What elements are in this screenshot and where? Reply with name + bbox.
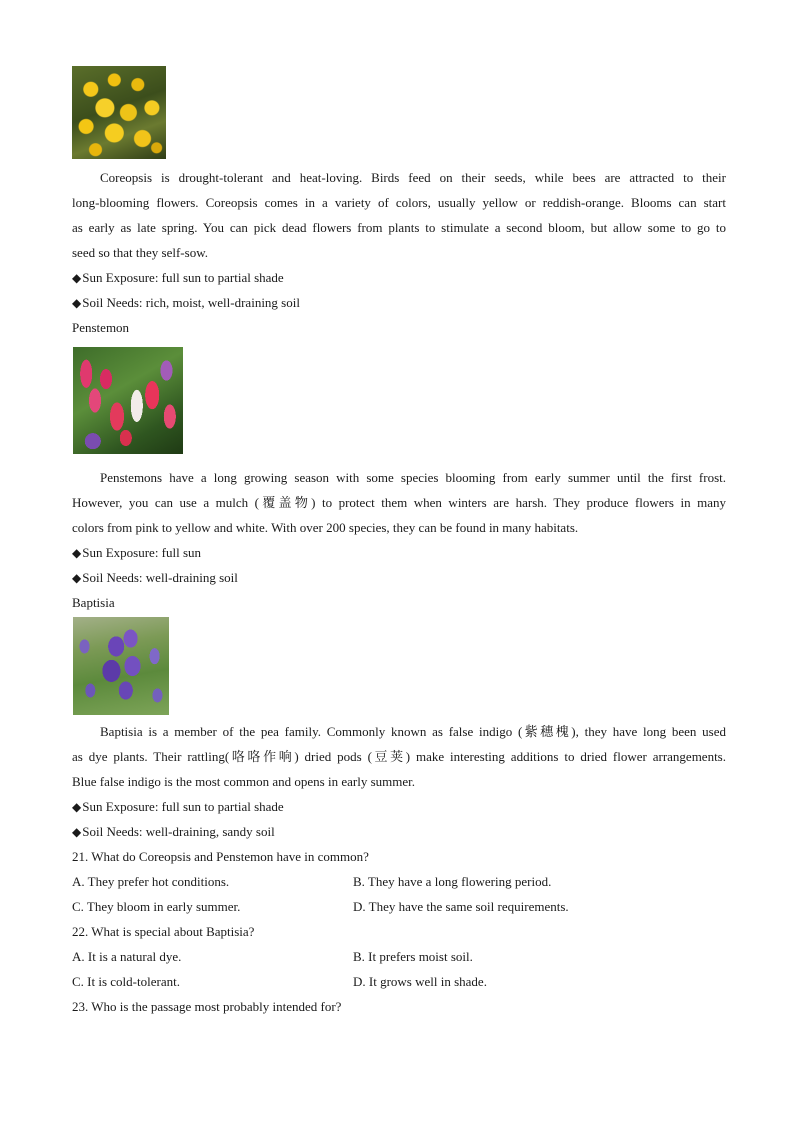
baptisia-paragraph-line: Baptisia is a member of the pea family. Commonly known as false indigo (紫穗槐), they have long been used: [100, 724, 726, 739]
question-22-option-c: C. It is cold-tolerant.: [72, 974, 180, 989]
question-22-option-b: B. It prefers moist soil.: [353, 949, 473, 964]
diamond-bullet-icon: ◆: [72, 546, 82, 560]
question-21-option-b: B. They have a long flowering period.: [353, 874, 552, 889]
question-21-option-c: C. They bloom in early summer.: [72, 899, 241, 914]
baptisia-photo: [73, 617, 169, 715]
baptisia-sun-exposure: ◆Sun Exposure: full sun to partial shade: [72, 799, 284, 814]
diamond-bullet-icon: ◆: [72, 571, 82, 585]
penstemon-paragraph-line: However, you can use a mulch (覆盖物) to protect them when winters are harsh. They produce flowers in many: [72, 495, 726, 510]
coreopsis-paragraph-line: Coreopsis is drought-tolerant and heat-loving. Birds feed on their seeds, while bees are attracted to their: [100, 170, 726, 185]
coreopsis-photo: [72, 66, 166, 159]
coreopsis-sun-exposure: ◆Sun Exposure: full sun to partial shade: [72, 270, 284, 285]
penstemon-soil-needs: ◆Soil Needs: well-draining soil: [72, 570, 238, 585]
penstemon-photo: [73, 347, 183, 454]
baptisia-heading: Baptisia: [72, 595, 115, 610]
diamond-bullet-icon: ◆: [72, 800, 82, 814]
diamond-bullet-icon: ◆: [72, 271, 82, 285]
penstemon-paragraph-line: Penstemons have a long growing season with some species blooming from early summer until the first frost.: [100, 470, 726, 485]
penstemon-heading: Penstemon: [72, 320, 130, 335]
question-23-stem: 23. Who is the passage most probably intended for?: [72, 999, 342, 1014]
penstemon-paragraph-line: colors from pink to yellow and white. With over 200 species, they can be found in many habitats.: [72, 520, 579, 535]
coreopsis-paragraph-line: as early as late spring. You can pick dead flowers from plants to stimulate a second bloom, but allow some to go to: [72, 220, 726, 235]
baptisia-paragraph-line: Blue false indigo is the most common and opens in early summer.: [72, 774, 416, 789]
diamond-bullet-icon: ◆: [72, 296, 82, 310]
diamond-bullet-icon: ◆: [72, 825, 82, 839]
coreopsis-paragraph-line: long-blooming flowers. Coreopsis comes in a variety of colors, usually yellow or reddish-orange. Blooms can start: [72, 195, 726, 210]
baptisia-paragraph-line: as dye plants. Their rattling(咯咯作响) dried pods (豆荚) make interesting additions to dried flower arrangements.: [72, 749, 726, 764]
coreopsis-paragraph-line: seed so that they self-sow.: [72, 245, 208, 260]
baptisia-soil-needs: ◆Soil Needs: well-draining, sandy soil: [72, 824, 275, 839]
question-22-option-d: D. It grows well in shade.: [353, 974, 487, 989]
question-22-option-a: A. It is a natural dye.: [72, 949, 182, 964]
coreopsis-soil-needs: ◆Soil Needs: rich, moist, well-draining soil: [72, 295, 300, 310]
question-22-stem: 22. What is special about Baptisia?: [72, 924, 255, 939]
penstemon-sun-exposure: ◆Sun Exposure: full sun: [72, 545, 202, 560]
question-21-option-a: A. They prefer hot conditions.: [72, 874, 230, 889]
question-21-option-d: D. They have the same soil requirements.: [353, 899, 569, 914]
question-21-stem: 21. What do Coreopsis and Penstemon have in common?: [72, 849, 369, 864]
